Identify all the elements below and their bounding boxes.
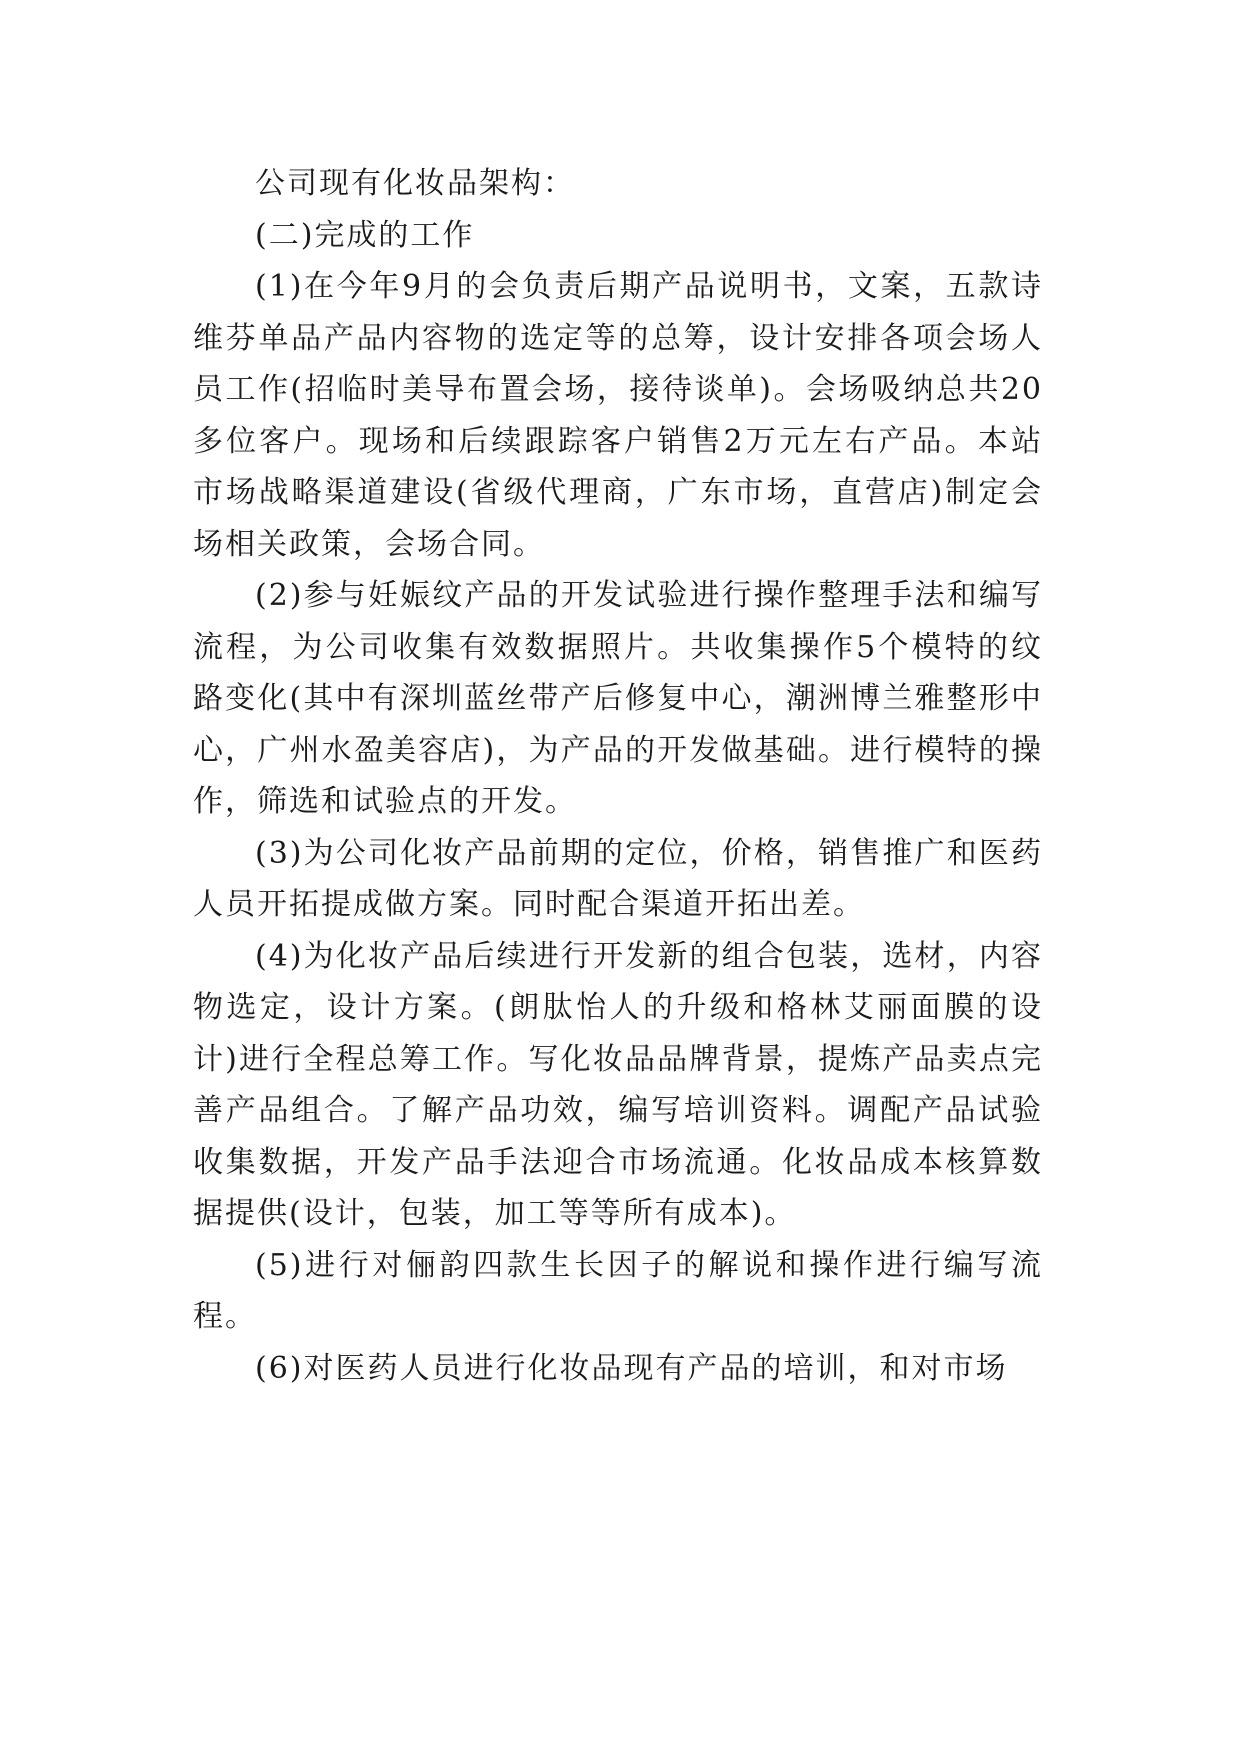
paragraph-item-2: (2)参与妊娠纹产品的开发试验进行操作整理手法和编写流程，为公司收集有效数据照片。共收集操作5个模特的纹路变化(其中有深圳蓝丝带产后修复中心，潮洲博兰雅整形中心，广州水盈美容店)，为产品的开发做基础。进行模特的操作，筛选和试验点的开发。: [193, 578, 1043, 819]
paragraph-item-1: (1)在今年9月的会负责后期产品说明书，文案，五款诗维芬单品产品内容物的选定等的总筹，设计安排各项会场人员工作(招临时美导布置会场，接待谈单)。会场吸纳总共20多位客户。现场和后续跟踪客户销售2万元左右产品。本站市场战略渠道建设(省级代理商，广东市场，直营店)制定会场相关政策，会场合同。: [193, 269, 1043, 562]
paragraph-item-3: (3)为公司化妆产品前期的定位，价格，销售推广和医药人员开拓提成做方案。同时配合渠道开拓出差。: [193, 835, 1043, 922]
document-body: [193, 158, 1043, 1394]
paragraph-cosmetics-structure: 公司现有化妆品架构：: [255, 166, 575, 201]
paragraph-item-6: (6)对医药人员进行化妆品现有产品的培训，和对市场: [255, 1350, 1008, 1386]
paragraph-item-5: (5)进行对俪韵四款生长因子的解说和操作进行编写流程。: [193, 1247, 1043, 1334]
paragraph-item-4: (4)为化妆产品后续进行开发新的组合包装，选材，内容物选定，设计方案。(朗肽怡人的升级和格林艾丽面膜的设计)进行全程总筹工作。写化妆品品牌背景，提炼产品卖点完善产品组合。了解产品功效，编写培训资料。调配产品试验收集数据，开发产品手法迎合市场流通。化妆品成本核算数据提供(设计，包装，加工等等所有成本)。: [193, 938, 1043, 1231]
section-heading-completed-work: (二)完成的工作: [255, 217, 475, 253]
